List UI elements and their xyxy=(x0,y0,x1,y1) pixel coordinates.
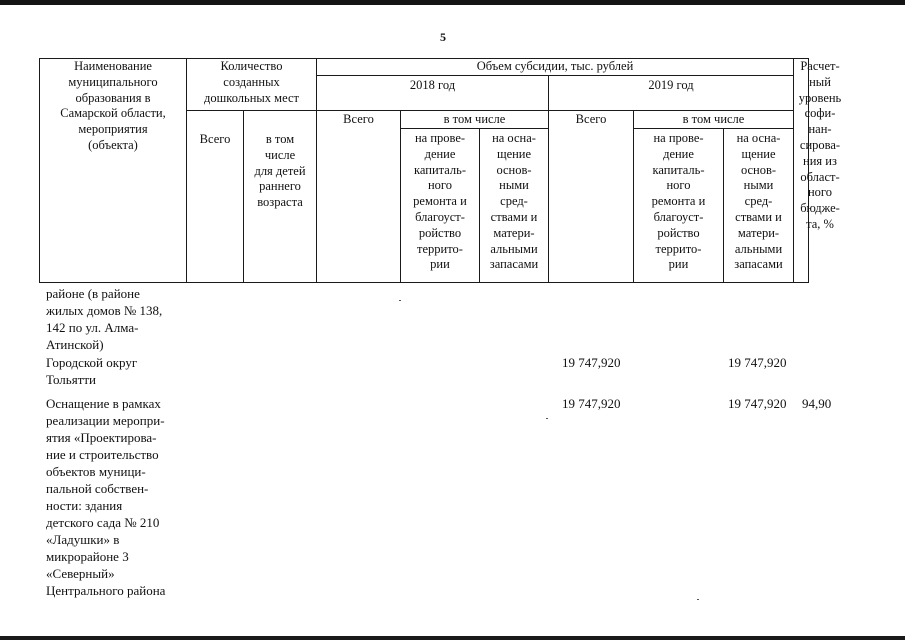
header-repair-2018: на прове- дение капиталь- ного ремонта и благоуст- ройство террито- рии xyxy=(413,131,467,272)
row-name: Городской округ Тольятти xyxy=(46,355,138,387)
row-total-2019: 19 747,920 xyxy=(562,396,621,411)
header-total-2019: Всего xyxy=(575,112,607,126)
row-name: Оснащение в рамках реализации меропри- ятия «Проектирова- ние и строительство объектов муници- пальной собствен- ности: здания детского сада № 210 «Ладушки» в микрорайоне 3 «Северный» Центрального района xyxy=(46,396,166,598)
header-bottom-border xyxy=(39,282,809,283)
header-including-2018: в том числе xyxy=(443,112,506,126)
header-equip-2018: на осна- щение основ- ными сред- ствами и матери- альными запасами xyxy=(489,131,539,272)
header-year-2019: 2019 год xyxy=(648,78,694,92)
header-equip-2019: на осна- щение основ- ными сред- ствами и матери- альными запасами xyxy=(734,131,783,272)
row-total-2019: 19 747,920 xyxy=(562,355,621,370)
row-name: районе (в районе жилых домов № 138, 142 по ул. Алма- Атинской) xyxy=(46,286,163,352)
including-2018-divider xyxy=(400,128,548,129)
page-number: 5 xyxy=(440,30,446,44)
header-year-2018: 2018 год xyxy=(409,78,456,92)
scan-speck xyxy=(697,599,699,600)
header-places-column: Количество созданных дошкольных мест xyxy=(204,59,299,105)
scan-speck xyxy=(546,418,548,419)
subsidy-header-divider xyxy=(316,75,793,76)
places-header-divider xyxy=(187,110,317,111)
header-including-2019: в том числе xyxy=(682,112,745,126)
row-equip-2019: 19 747,920 xyxy=(728,355,787,370)
including-2019-divider xyxy=(633,128,793,129)
row-rate: 94,90 xyxy=(802,396,832,411)
header-name-column: Наименование муниципального образования в Самарской области, мероприятия (объекта) xyxy=(60,59,166,152)
row-equip-2019: 19 747,920 xyxy=(728,396,787,411)
page-bottom-edge xyxy=(0,636,905,640)
header-places-early: в том числе для детей раннего возраста xyxy=(254,132,306,210)
header-rate-column: Расчет- ный уровень софи- нан- сирова- ния из област- ного бюдже- та, % xyxy=(798,59,842,231)
header-repair-2019: на прове- дение капиталь- ного ремонта и благоуст- ройство террито- рии xyxy=(651,131,706,272)
header-subsidy: Объем субсидии, тыс. рублей xyxy=(476,59,634,73)
header-total-2018: Всего xyxy=(343,112,374,126)
scan-speck xyxy=(399,300,401,301)
header-places-total: Всего xyxy=(199,132,231,146)
col-divider-year xyxy=(548,75,549,283)
